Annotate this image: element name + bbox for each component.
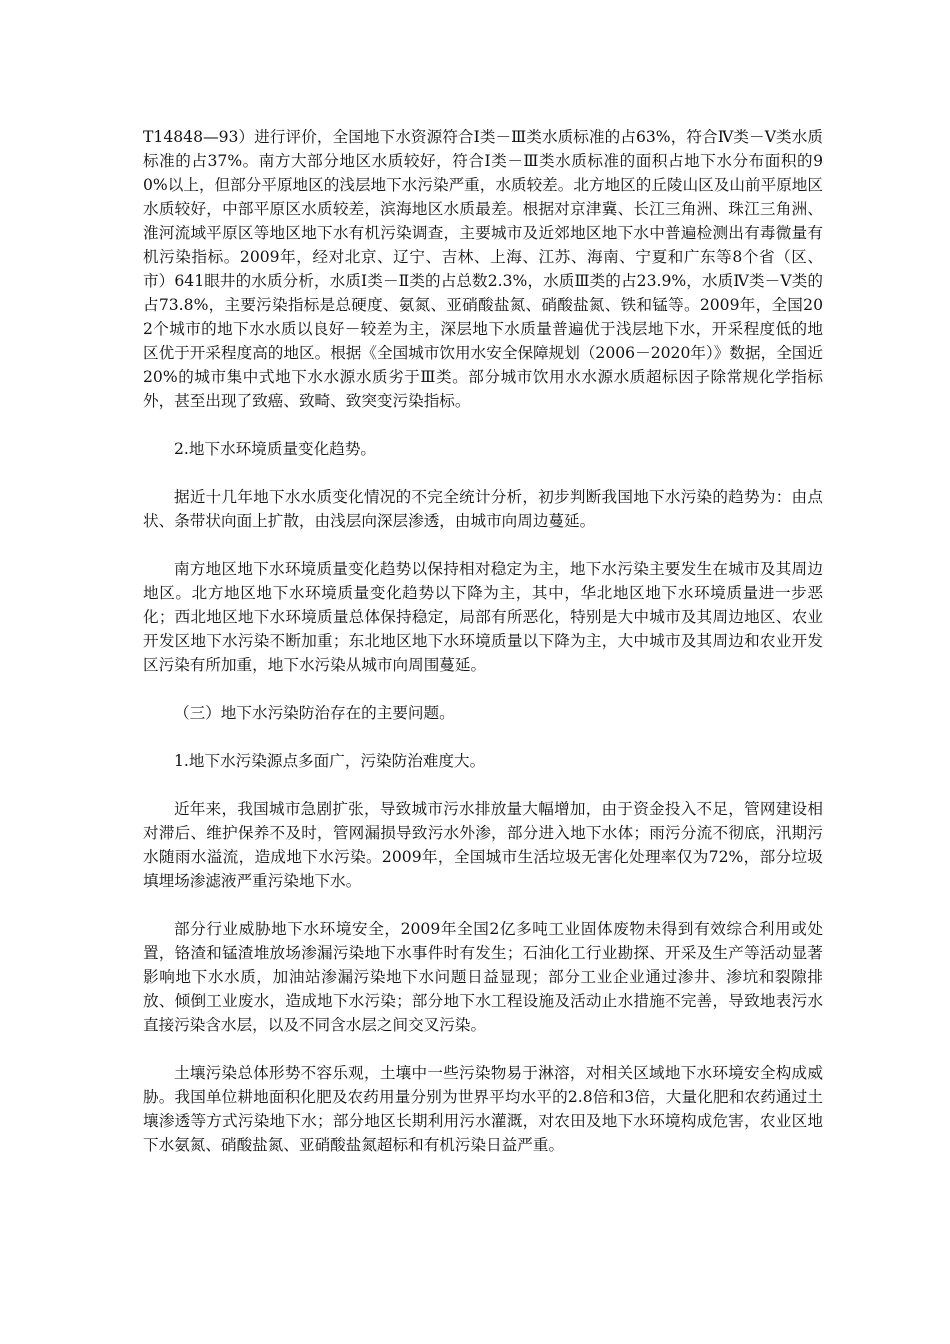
paragraph-pollution-trend: 据近十几年地下水水质变化情况的不完全统计分析，初步判断我国地下水污染的趋势为：由点状、条带状向面上扩散，由浅层向深层渗透，由城市向周边蔓延。 bbox=[143, 488, 823, 530]
paragraph-groundwater-quality-status: T14848—93）进行评价，全国地下水资源符合Ⅰ类－Ⅲ类水质标准的占63%，符合Ⅳ类－Ⅴ类水质标准的占37%。南方大部分地区水质较好，符合Ⅰ类－Ⅲ类水质标准的面积占地下水分布面积的90%以上，但部分平原地区的浅层地下水污染严重，水质较差。北方地区的丘陵山区及山前平原地区水质较好，中部平原区水质较差，滨海地区水质最差。根据对京津冀、长江三角洲、珠江三角洲、淮河流域平原区等地区地下水有机污染调查，主要城市及近郊地区地下水中普遍检测出有毒微量有机污染指标。2009年，经对北京、辽宁、吉林、上海、江苏、海南、宁夏和广东等8个省（区、市）641眼井的水质分析，水质Ⅰ类－Ⅱ类的占总数2.3%，水质Ⅲ类的占23.9%，水质Ⅳ类－Ⅴ类的占73.8%，主要污染指标是总硬度、氨氮、亚硝酸盐氮、硝酸盐氮、铁和锰等。2009年，全国202个城市的地下水水质以良好－较差为主，深层地下水质量普遍优于浅层地下水，开采程度低的地区优于开采程度高的地区。根据《全国城市饮用水安全保障规划（2006－2020年）》数据，全国近20%的城市集中式地下水水源水质劣于Ⅲ类。部分城市饮用水水源水质超标因子除常规化学指标外，甚至出现了致癌、致畸、致突变污染指标。 bbox=[143, 128, 823, 410]
paragraph-urban-sewage: 近年来，我国城市急剧扩张，导致城市污水排放量大幅增加，由于资金投入不足，管网建设相对滞后、维护保养不及时，管网漏损导致污水外渗，部分进入地下水体；雨污分流不彻底，汛期污水随雨水溢流，造成地下水污染。2009年，全国城市生活垃圾无害化处理率仅为72%，部分垃圾填埋场渗滤液严重污染地下水。 bbox=[143, 800, 823, 890]
paragraph-regional-trends: 南方地区地下水环境质量变化趋势以保持相对稳定为主，地下水污染主要发生在城市及其周边地区。北方地区地下水环境质量变化趋势以下降为主，其中，华北地区地下水环境质量进一步恶化；西北地区地下水环境质量总体保持稳定，局部有所恶化，特别是大中城市及其周边地区、农业开发区地下水污染不断加重；东北地区地下水环境质量以下降为主，大中城市及其周边和农业开发区污染有所加重，地下水污染从城市向周围蔓延。 bbox=[143, 560, 823, 674]
section-heading-main-problems: （三）地下水污染防治存在的主要问题。 bbox=[174, 704, 455, 722]
paragraph-industrial-threats: 部分行业威胁地下水环境安全，2009年全国2亿多吨工业固体废物未得到有效综合利用或处置，铬渣和锰渣堆放场渗漏污染地下水事件时有发生；石油化工行业勘探、开采及生产等活动显著影响地下水水质，加油站渗漏污染地下水问题日益显现；部分工业企业通过渗井、渗坑和裂隙排放、倾倒工业废水，造成地下水污染；部分地下水工程设施及活动止水措施不完善，导致地表污水直接污染含水层，以及不同含水层之间交叉污染。 bbox=[143, 920, 823, 1034]
section-heading-pollution-sources: 1.地下水污染源点多面广，污染防治难度大。 bbox=[174, 752, 486, 770]
paragraph-soil-pollution: 土壤污染总体形势不容乐观，土壤中一些污染物易于淋溶，对相关区域地下水环境安全构成威胁。我国单位耕地面积化肥及农药用量分别为世界平均水平的2.8倍和3倍，大量化肥和农药通过土壤渗透等方式污染地下水；部分地区长期利用污水灌溉，对农田及地下水环境构成危害，农业区地下水氨氮、硝酸盐氮、亚硝酸盐氮超标和有机污染日益严重。 bbox=[143, 1064, 823, 1154]
section-heading-quality-trend: 2.地下水环境质量变化趋势。 bbox=[174, 440, 377, 458]
document-body bbox=[143, 125, 823, 1157]
